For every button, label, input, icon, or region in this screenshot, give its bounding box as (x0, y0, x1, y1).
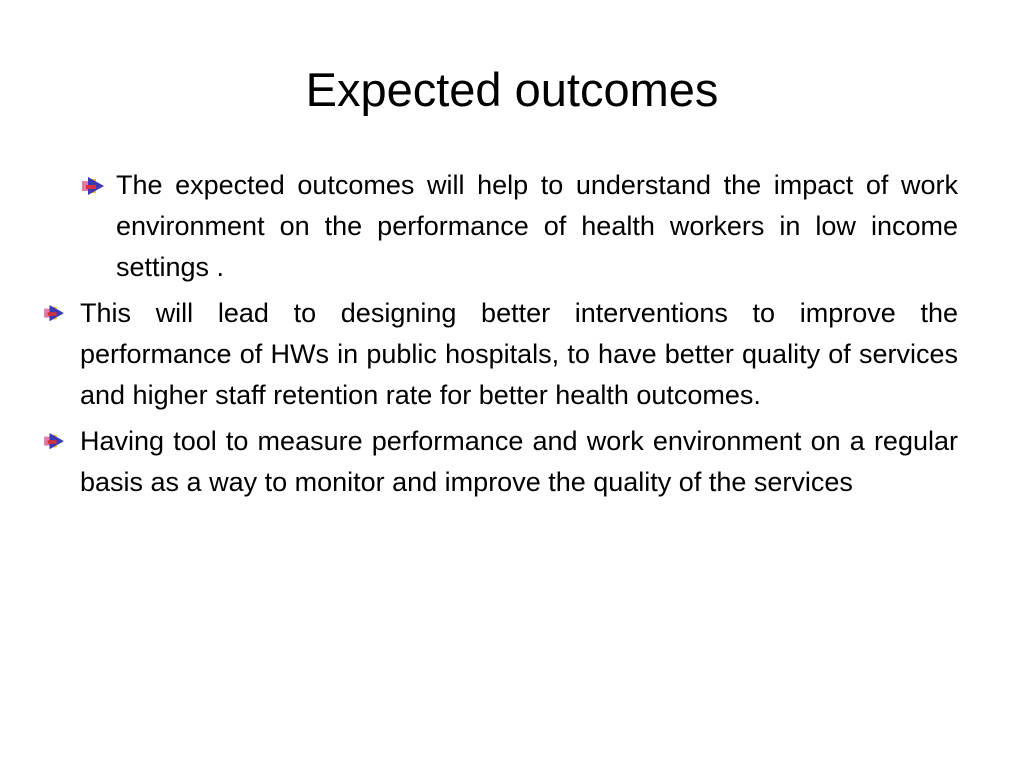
bullet-text: This will lead to designing better interventions to improve the performance of HWs in public hospitals, to have better quality of services and higher staff retention rate for better health outcomes. (80, 298, 958, 410)
slide-title: Expected outcomes (305, 63, 719, 116)
bullet-item-3 (44, 421, 958, 503)
arrow-bullet-icon (44, 421, 80, 462)
bullet-text: Having tool to measure performance and work environment on a regular basis as a way to monitor and improve the quality of the services (80, 426, 958, 497)
arrow-bullet-icon (44, 293, 80, 334)
bullet-text: The expected outcomes will help to understand the impact of work environment on the performance of health workers in low income settings . (116, 170, 958, 282)
bullet-item-1 (90, 165, 958, 288)
bullet-list (44, 165, 958, 508)
bullet-item-2 (44, 293, 958, 416)
arrow-bullet-icon (82, 165, 116, 206)
